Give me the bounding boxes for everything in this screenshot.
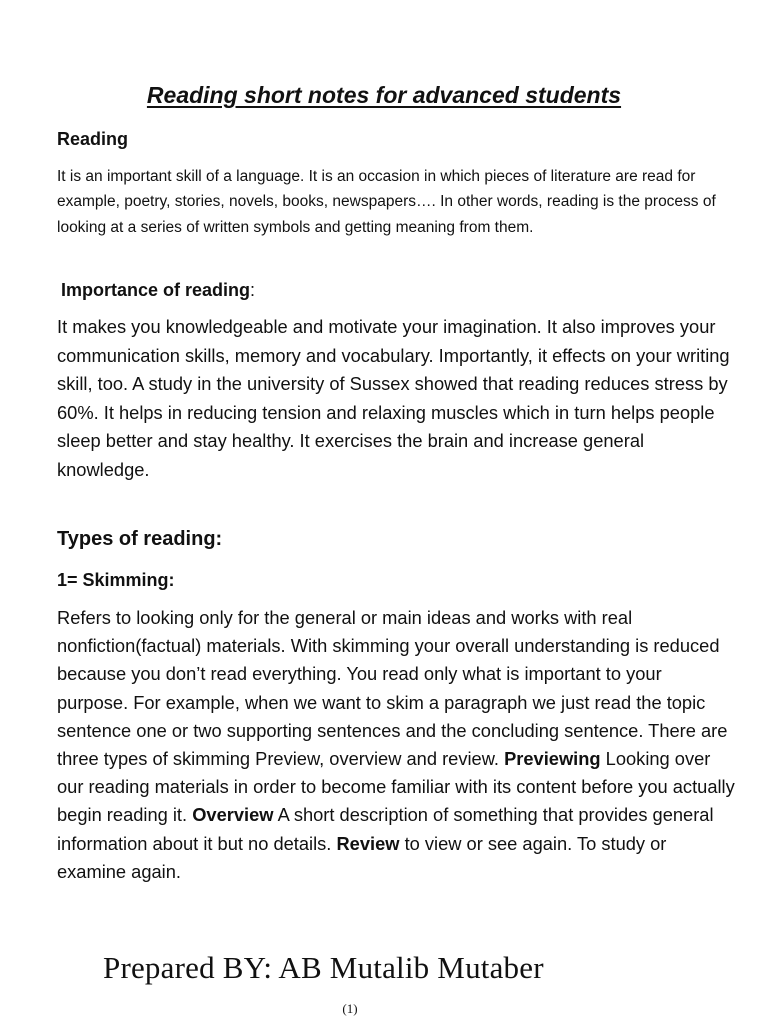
document-title: Reading short notes for advanced students xyxy=(146,82,622,108)
page-number: (1) xyxy=(342,1001,358,1016)
definition-overview: A short description of something that provides general information about it but no details. xyxy=(57,804,714,854)
term-overview: Overview xyxy=(192,804,274,826)
term-previewing: Previewing xyxy=(504,748,601,770)
heading-reading: Reading xyxy=(57,129,129,149)
paragraph-importance: It makes you knowledgeable and motivate your imagination. It also improves your communication skills, memory and vocabulary. Importantly, it effects on your writing skill, too. A study in the university of Sussex showed that reading reduces stress by 60%. It helps in reducing tension and relaxing muscles which in turn helps people sleep better and stay healthy. It exercises the brain and increase general knowledge. xyxy=(57,316,730,480)
heading-importance-label: Importance of reading xyxy=(61,280,251,300)
definition-previewing: Looking over our reading materials in order to become familiar with its content before you actually begin reading it. xyxy=(57,748,735,826)
paragraph-reading: It is an important skill of a language. It is an occasion in which pieces of literature are read for example, poetry, stories, novels, books, newspapers…. In other words, reading is the process of looking at a series of written symbols and getting meaning from them. xyxy=(57,168,716,236)
heading-importance xyxy=(61,278,255,302)
definition-review: to view or see again. To study or examine again. xyxy=(57,832,667,882)
heading-types-of-reading: Types of reading: xyxy=(57,528,223,550)
skimming-text-intro: Refers to looking only for the general or main ideas and works with real nonfiction(factual) materials. With skimming your overall understanding is reduced because you don’t read everything. You read only what is important to your purpose. For example, when we want to skim a paragraph we just read the topic sentence one or two supporting sentences and the concluding sentence. There are three types of skimming Preview, overview and review. xyxy=(57,607,728,770)
heading-importance-colon: : xyxy=(250,280,256,300)
term-review: Review xyxy=(336,832,400,854)
paragraph-skimming xyxy=(57,604,737,886)
prepared-by-signature: Prepared BY: AB Mutalib Mutaber xyxy=(103,950,544,985)
heading-skimming: 1= Skimming: xyxy=(57,570,175,590)
